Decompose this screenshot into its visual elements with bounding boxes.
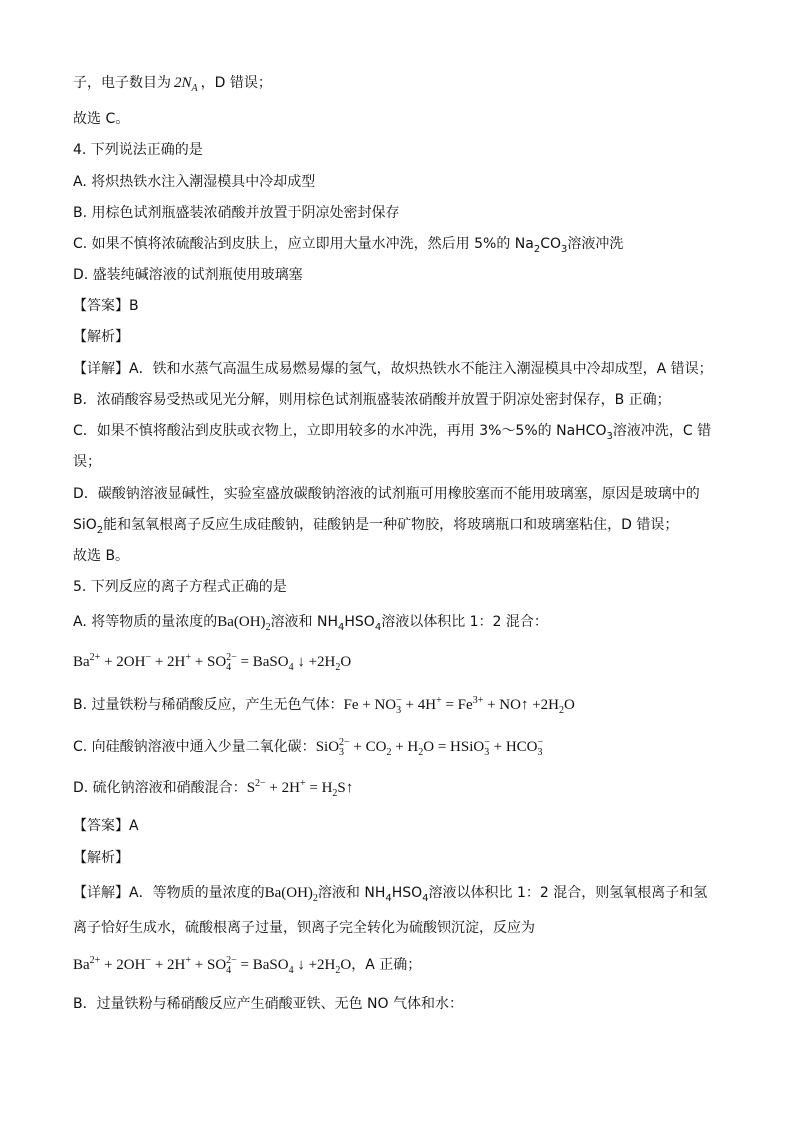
text-line xyxy=(73,73,724,93)
option-b xyxy=(73,695,724,715)
explanation-line: D．碳酸钠溶液显碱性，实验室盛放碳酸钠溶液的试剂瓶可用橡胶塞而不能用玻璃塞，原因是玻璃中的 xyxy=(73,486,700,502)
equation: $S^{2-} + 2H^+$ = $H_2S↑$ xyxy=(246,778,354,799)
text-span: 子，电子数目为 xyxy=(73,75,171,91)
equation: $Ba^{2+} + 2OH^- + 2H^+ + SO_4^{2-}$ = BaSO$_4$ ↓ $+2H_2O$ xyxy=(73,652,352,673)
question-stem: 4. 下列说法正确的是 xyxy=(73,142,203,158)
explanation-line: 离子恰好生成水，硫酸根离子过量，钡离子完全转化为硫酸钡沉淀，反应为 xyxy=(73,920,535,936)
text-span: HSO xyxy=(344,614,375,630)
explanation-line: C．如果不慎将酸沾到皮肤或衣物上，立即用较多的水冲洗，再用 3%～5%的 NaHCO$_3$溶液冲洗，C 错 xyxy=(73,423,712,442)
formula: $Ba(OH)_2$ xyxy=(217,614,271,633)
text-span: 溶液以体积比 1：2 混合： xyxy=(381,614,548,630)
text-span: SiO xyxy=(73,517,97,533)
text-span: 溶液冲洗 xyxy=(567,236,624,252)
text-span: CO xyxy=(540,236,562,252)
text-span: B. 过量铁粉与稀硝酸反应，产生无色气体： xyxy=(73,697,344,713)
formula xyxy=(174,75,198,94)
explanation-line xyxy=(73,955,724,975)
text-span: 溶液冲洗，C 错 xyxy=(612,423,712,439)
text-span: ，A 正确； xyxy=(351,957,422,973)
option-a: A. 将炽热铁水注入潮湿模具中冷却成型 xyxy=(73,174,316,190)
text-span: 能和氢氧根离子反应生成硅酸钠，硅酸钠是一种矿物胶，将玻璃瓶口和玻璃塞粘住，D 错误； xyxy=(103,517,679,533)
equation: $Fe + NO_3^- + 4H^+ = Fe^{3+}$ + NO↑ $+2H_2O$ xyxy=(343,695,575,716)
explanation-line: 【详解】A．等物质的量浓度的$Ba(OH)_2$溶液和 $NH_4HSO_4$溶液以体积比 1：2 混合，则氢氧根离子和氢 xyxy=(73,885,708,904)
text-span: HSO xyxy=(391,885,423,901)
explanation-line: B．浓硝酸容易受热或见光分解，则用棕色试剂瓶盛装浓硝酸并放置于阴凉处密封保存，B 正确； xyxy=(73,392,671,408)
explanation-line: 误； xyxy=(73,454,101,470)
equation: $Ba^{2+} + 2OH^- + 2H^+ + SO_4^{2-}$ = BaSO$_4$ ↓ $+2H_2O$ xyxy=(73,955,352,976)
text-span: A. 将等物质的量浓度的 xyxy=(73,614,218,630)
text-span: 溶液和 NH xyxy=(317,885,386,901)
option-d xyxy=(73,778,724,798)
text-span: 【详解】A．等物质的量浓度的 xyxy=(73,885,265,901)
explanation-line: 【详解】A．铁和水蒸气高温生成易燃易爆的氢气，故炽热铁水不能注入潮湿模具中冷却成型，A 错误； xyxy=(73,361,713,377)
analysis-label: 【解析】 xyxy=(73,329,129,345)
subscript: A xyxy=(191,83,198,94)
text-span: 溶液和 NH xyxy=(270,614,339,630)
text-span: ，D 错误； xyxy=(200,75,272,91)
option-c: C. 如果不慎将浓硫酸沾到皮肤上，应立即用大量水冲洗，然后用 5%的 $Na_2CO_3$溶液冲洗 xyxy=(73,236,624,255)
option-a: A. 将等物质的量浓度的$Ba(OH)_2$溶液和 $NH_4HSO_4$溶液以体积比 1：2 混合： xyxy=(73,614,548,633)
explanation-line: SiO$_2$能和氢氧根离子反应生成硅酸钠，硅酸钠是一种矿物胶，将玻璃瓶口和玻璃塞粘住，D 错误； xyxy=(73,517,679,536)
question-stem: 5. 下列反应的离子方程式正确的是 xyxy=(73,579,287,595)
option-b: B. 用棕色试剂瓶盛装浓硝酸并放置于阴凉处密封保存 xyxy=(73,205,400,221)
text-span: C. 向硅酸钠溶液中通入少量二氧化碳： xyxy=(73,739,316,755)
text-span: C. 如果不慎将浓硫酸沾到皮肤上，应立即用大量水冲洗，然后用 5%的 Na xyxy=(73,236,534,252)
analysis-label: 【解析】 xyxy=(73,850,129,866)
text-line: 故选 C。 xyxy=(73,111,130,127)
answer-label: 【答案】B xyxy=(73,298,139,314)
equation: $SiO_3^{2-} + CO_2 + H_2O$ = HSiO$_3$− + $HCO_3^-$ xyxy=(315,737,544,758)
option-d: D. 盛装纯碱溶液的试剂瓶使用玻璃塞 xyxy=(73,267,303,283)
text-span: 溶液以体积比 1：2 混合，则氢氧根离子和氢 xyxy=(428,885,708,901)
formula: $Ba(OH)_2$ xyxy=(264,885,318,904)
formula-text: 2N xyxy=(174,75,192,91)
text-span: C．如果不慎将酸沾到皮肤或衣物上，立即用较多的水冲洗，再用 3%～5%的 NaHCO xyxy=(73,423,607,439)
option-c xyxy=(73,737,724,757)
explanation-line: B．过量铁粉与稀硝酸反应产生硝酸亚铁、无色 NO 气体和水： xyxy=(73,996,463,1012)
explanation-line: 故选 B。 xyxy=(73,548,130,564)
answer-label: 【答案】A xyxy=(73,818,139,834)
text-span: D. 硫化钠溶液和硝酸混合： xyxy=(73,780,247,796)
